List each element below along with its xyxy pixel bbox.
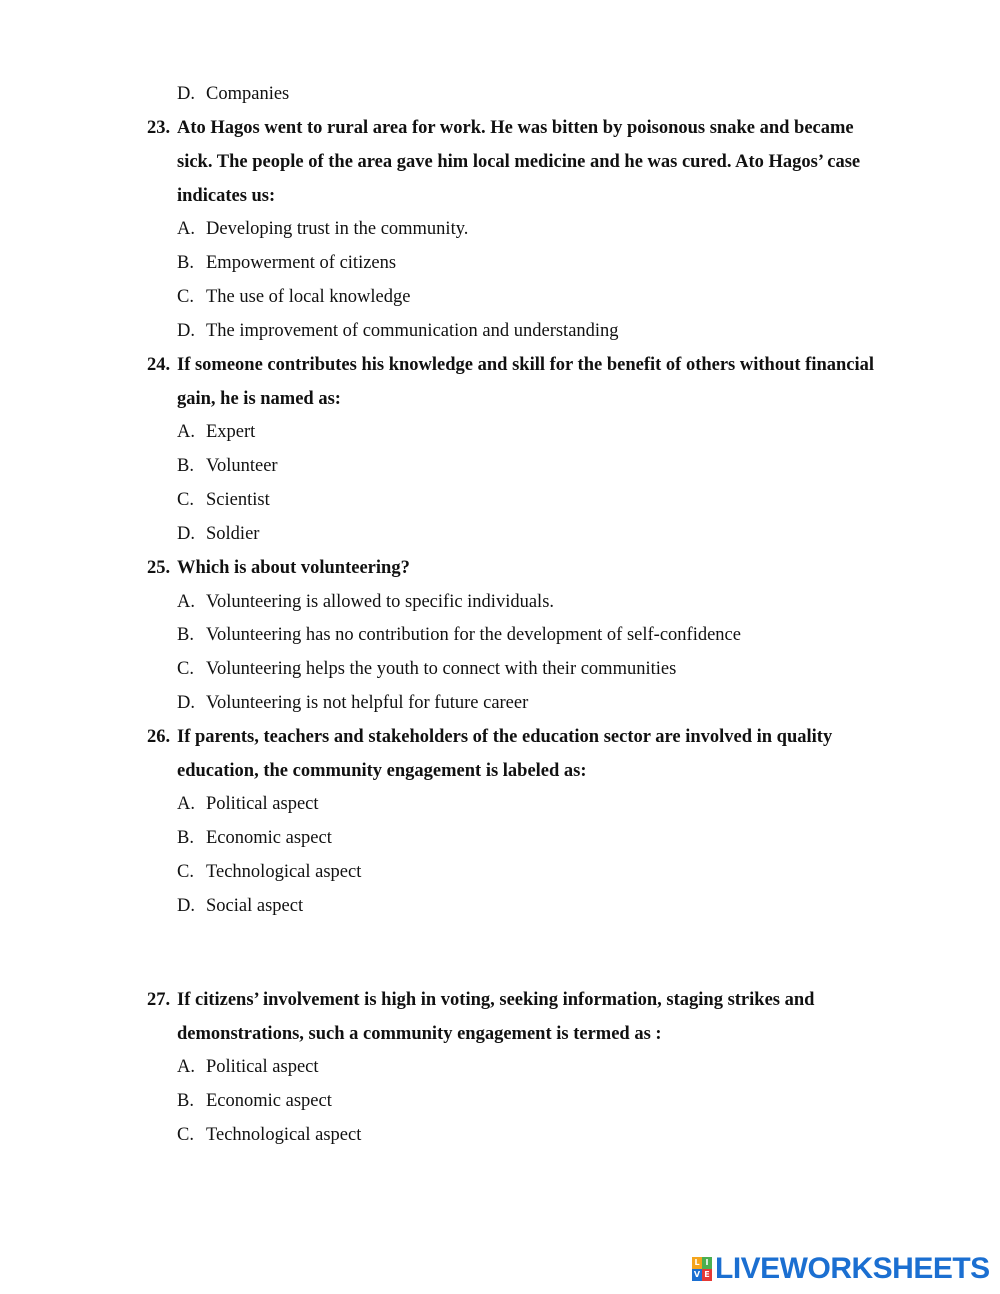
question-text: If citizens’ involvement is high in voting, seeking information, staging strikes and <box>177 990 815 1010</box>
option-text: Companies <box>206 84 290 104</box>
option-text: Developing trust in the community. <box>206 219 469 239</box>
option-letter: C. <box>177 490 194 510</box>
option-text: Technological aspect <box>206 862 362 882</box>
option-text: Volunteering is allowed to specific individuals. <box>206 592 555 612</box>
option-letter: D. <box>177 524 195 544</box>
question-number: 24. <box>147 355 171 375</box>
option-letter: B. <box>177 456 194 476</box>
logo-mark-cell: E <box>702 1269 712 1281</box>
option-text: Economic aspect <box>206 828 332 848</box>
logo-mark-cell: V <box>693 1270 701 1279</box>
option-letter: A. <box>177 592 195 612</box>
logo-text: LIVEWORKSHEETS <box>715 1252 990 1285</box>
option-letter: D. <box>177 693 195 713</box>
option-text: Economic aspect <box>206 1091 332 1111</box>
option-text: Expert <box>206 422 256 442</box>
option-text: The improvement of communication and understanding <box>206 321 619 341</box>
question-text: gain, he is named as: <box>177 389 341 409</box>
option-text: Volunteer <box>206 456 278 476</box>
question-text: If someone contributes his knowledge and skill for the benefit of others without financial <box>177 355 875 375</box>
question-text: sick. The people of the area gave him local medicine and he was cured. Ato Hagos’ case <box>177 152 861 172</box>
logo-mark-cell: L <box>692 1257 702 1269</box>
option-text: Political aspect <box>206 1057 319 1077</box>
option-letter: B. <box>177 1091 194 1111</box>
option-letter: A. <box>177 219 195 239</box>
question-text: Which is about volunteering? <box>177 558 410 578</box>
option-letter: C. <box>177 287 194 307</box>
option-letter: C. <box>177 862 194 882</box>
option-text: Volunteering is not helpful for future career <box>206 693 529 713</box>
logo-mark-cell: I <box>702 1257 712 1269</box>
option-letter: A. <box>177 422 195 442</box>
option-letter: D. <box>177 321 195 341</box>
question-number: 27. <box>147 990 171 1010</box>
option-text: Scientist <box>206 490 270 510</box>
option-text: Volunteering helps the youth to connect with their communities <box>206 659 677 679</box>
option-text: Political aspect <box>206 794 319 814</box>
option-letter: B. <box>177 625 194 645</box>
option-text: Soldier <box>206 524 260 544</box>
option-text: Technological aspect <box>206 1125 362 1145</box>
option-letter: A. <box>177 794 195 814</box>
option-text: Social aspect <box>206 896 304 916</box>
liveworksheets-logo[interactable] <box>692 1254 990 1284</box>
question-text: Ato Hagos went to rural area for work. He was bitten by poisonous snake and became <box>177 118 854 138</box>
option-text: The use of local knowledge <box>206 287 411 307</box>
option-letter: D. <box>177 896 195 916</box>
option-letter: B. <box>177 828 194 848</box>
question-number: 23. <box>147 118 171 138</box>
option-text: Empowerment of citizens <box>206 253 397 273</box>
question-text: If parents, teachers and stakeholders of the education sector are involved in quality <box>177 727 833 747</box>
option-letter: A. <box>177 1057 195 1077</box>
question-number: 25. <box>147 558 171 578</box>
question-text: demonstrations, such a community engagement is termed as : <box>177 1024 662 1044</box>
option-text: Volunteering has no contribution for the development of self-confidence <box>206 625 741 645</box>
option-letter: D. <box>177 84 195 104</box>
option-letter: C. <box>177 659 194 679</box>
option-letter: B. <box>177 253 194 273</box>
option-letter: C. <box>177 1125 194 1145</box>
question-text: education, the community engagement is labeled as: <box>177 761 587 781</box>
question-text: indicates us: <box>177 186 276 206</box>
question-number: 26. <box>147 727 171 747</box>
logo-mark-icon <box>692 1257 712 1281</box>
